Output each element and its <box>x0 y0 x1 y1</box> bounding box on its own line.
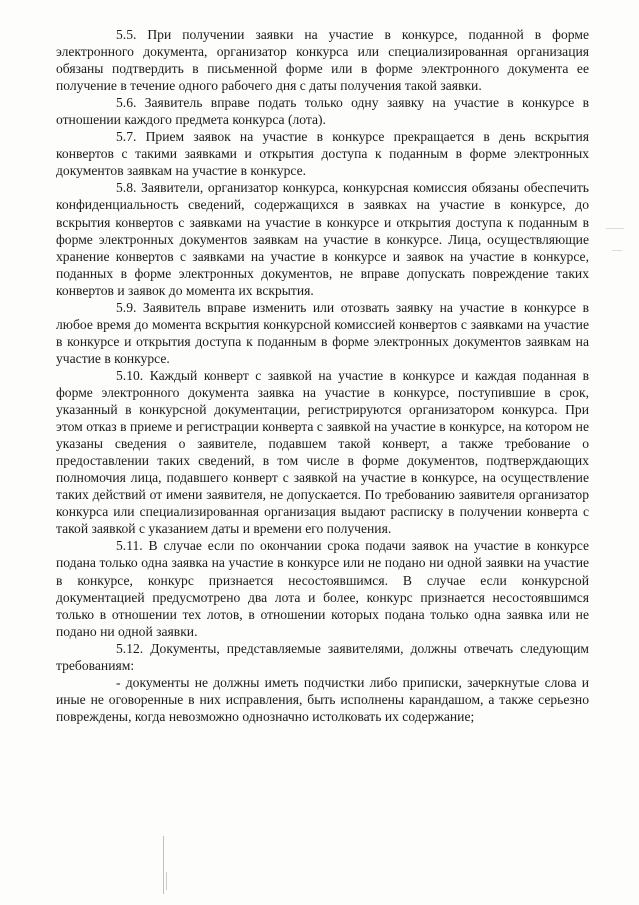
paragraph-5-12-list-item: - документы не должны иметь подчистки либо приписки, зачеркнутые слова и иные не оговоренные в них исправления, быть исполнены карандашом, а также серьезно повреждены, когда невозможно однозначно истолковать их содержание; <box>56 674 589 724</box>
paragraph-5-7: 5.7. Прием заявок на участие в конкурсе прекращается в день вскрытия конвертов с такими заявками и открытия доступа к поданным в форме электронных документов заявкам на участие в конкурсе. <box>56 129 589 179</box>
paragraph-5-9: 5.9. Заявитель вправе изменить или отозвать заявку на участие в конкурсе в любое время до момента вскрытия конкурсной комиссией конвертов с заявками на участие в конкурсе и открытия доступа к поданным в форме электронных документов заявкам на участие в конкурсе. <box>56 299 589 366</box>
scan-artifact-dash <box>612 250 622 251</box>
scan-artifact-line <box>166 872 167 890</box>
paragraph-5-8: 5.8. Заявители, организатор конкурса, конкурсная комиссия обязаны обеспечить конфиденциальность сведений, содержащихся в заявках на участие в конкурсе, до вскрытия конвертов с заявками на участие в конкурсе и открытия доступа к поданным в форме электронных документов заявкам на участие в конкурсе. Лица, осуществляющие хранение конвертов с заявками на участие в конкурсе и заявок на участие в конкурсе, поданных в форме электронных документов, не вправе допускать повреждение таких конвертов и заявок до момента их вскрытия. <box>56 180 589 298</box>
scan-artifact-dash <box>606 228 624 229</box>
paragraph-5-5: 5.5. При получении заявки на участие в конкурсе, поданной в форме электронного документа, организатор конкурса или специализированная организация обязаны подтвердить в письменной форме или в форме электронного документа ее получение в течение одного рабочего дня с даты получения такой заявки. <box>56 27 589 94</box>
document-body <box>56 26 589 725</box>
scan-artifact-line <box>163 836 164 894</box>
paragraph-5-11: 5.11. В случае если по окончании срока подачи заявок на участие в конкурсе подана только одна заявка на участие в конкурсе или не подано ни одной заявки на участие в конкурсе, конкурс признается несостоявшимся. В случае если конкурсной документацией предусмотрено два лота и более, конкурс признается несостоявшимся только в отношении тех лотов, в отношении которых подана только одна заявка или не подано ни одной заявки. <box>56 538 589 639</box>
paragraph-5-12: 5.12. Документы, представляемые заявителями, должны отвечать следующим требованиям: <box>56 640 589 673</box>
paragraph-5-10: 5.10. Каждый конверт с заявкой на участие в конкурсе и каждая поданная в форме электронного документа заявка на участие в конкурсе, поступившие в срок, указанный в конкурсной документации, регистрируются организатором конкурса. При этом отказ в приеме и регистрации конверта с заявкой на участие в конкурсе, на котором не указаны сведения о заявителе, подавшем такой конверт, а также требование о предоставлении таких сведений, в том числе в форме документов, подтверждающих полномочия лица, подавшего конверт с заявкой на участие в конкурсе, на осуществление таких действий от имени заявителя, не допускается. По требованию заявителя организатор конкурса или специализированная организация выдают расписку в получении конверта с такой заявкой с указанием даты и времени его получения. <box>56 367 589 537</box>
paragraph-5-6: 5.6. Заявитель вправе подать только одну заявку на участие в конкурсе в отношении каждого предмета конкурса (лота). <box>56 95 589 128</box>
